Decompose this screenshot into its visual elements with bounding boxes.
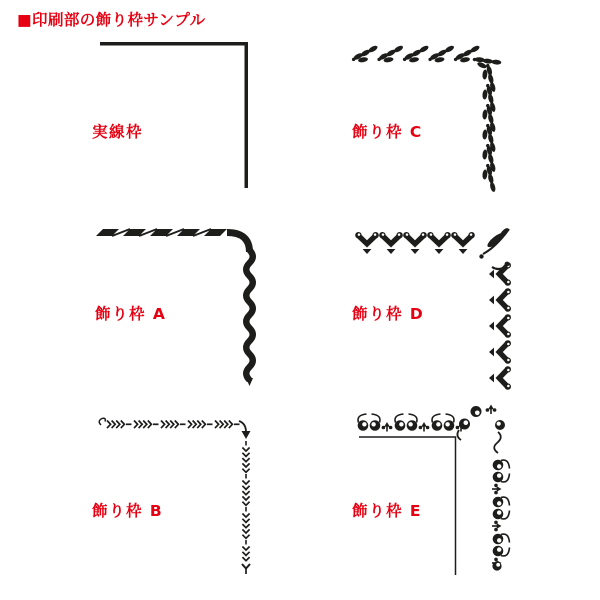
frame-c-border <box>352 44 504 193</box>
label-frame-b: 飾り枠 B <box>92 502 164 520</box>
label-frame-c: 飾り枠 C <box>352 123 423 141</box>
frame-e-border <box>358 405 510 576</box>
label-frame-e: 飾り枠 E <box>352 502 422 520</box>
frame-b-border <box>99 418 250 574</box>
label-frame-a: 飾り枠 A <box>95 305 167 323</box>
label-frame-d: 飾り枠 D <box>352 305 425 323</box>
label-solid-frame: 実線枠 <box>92 123 144 141</box>
solid-frame-border <box>100 42 248 188</box>
page-title: ■印刷部の飾り枠サンプル <box>17 11 206 29</box>
